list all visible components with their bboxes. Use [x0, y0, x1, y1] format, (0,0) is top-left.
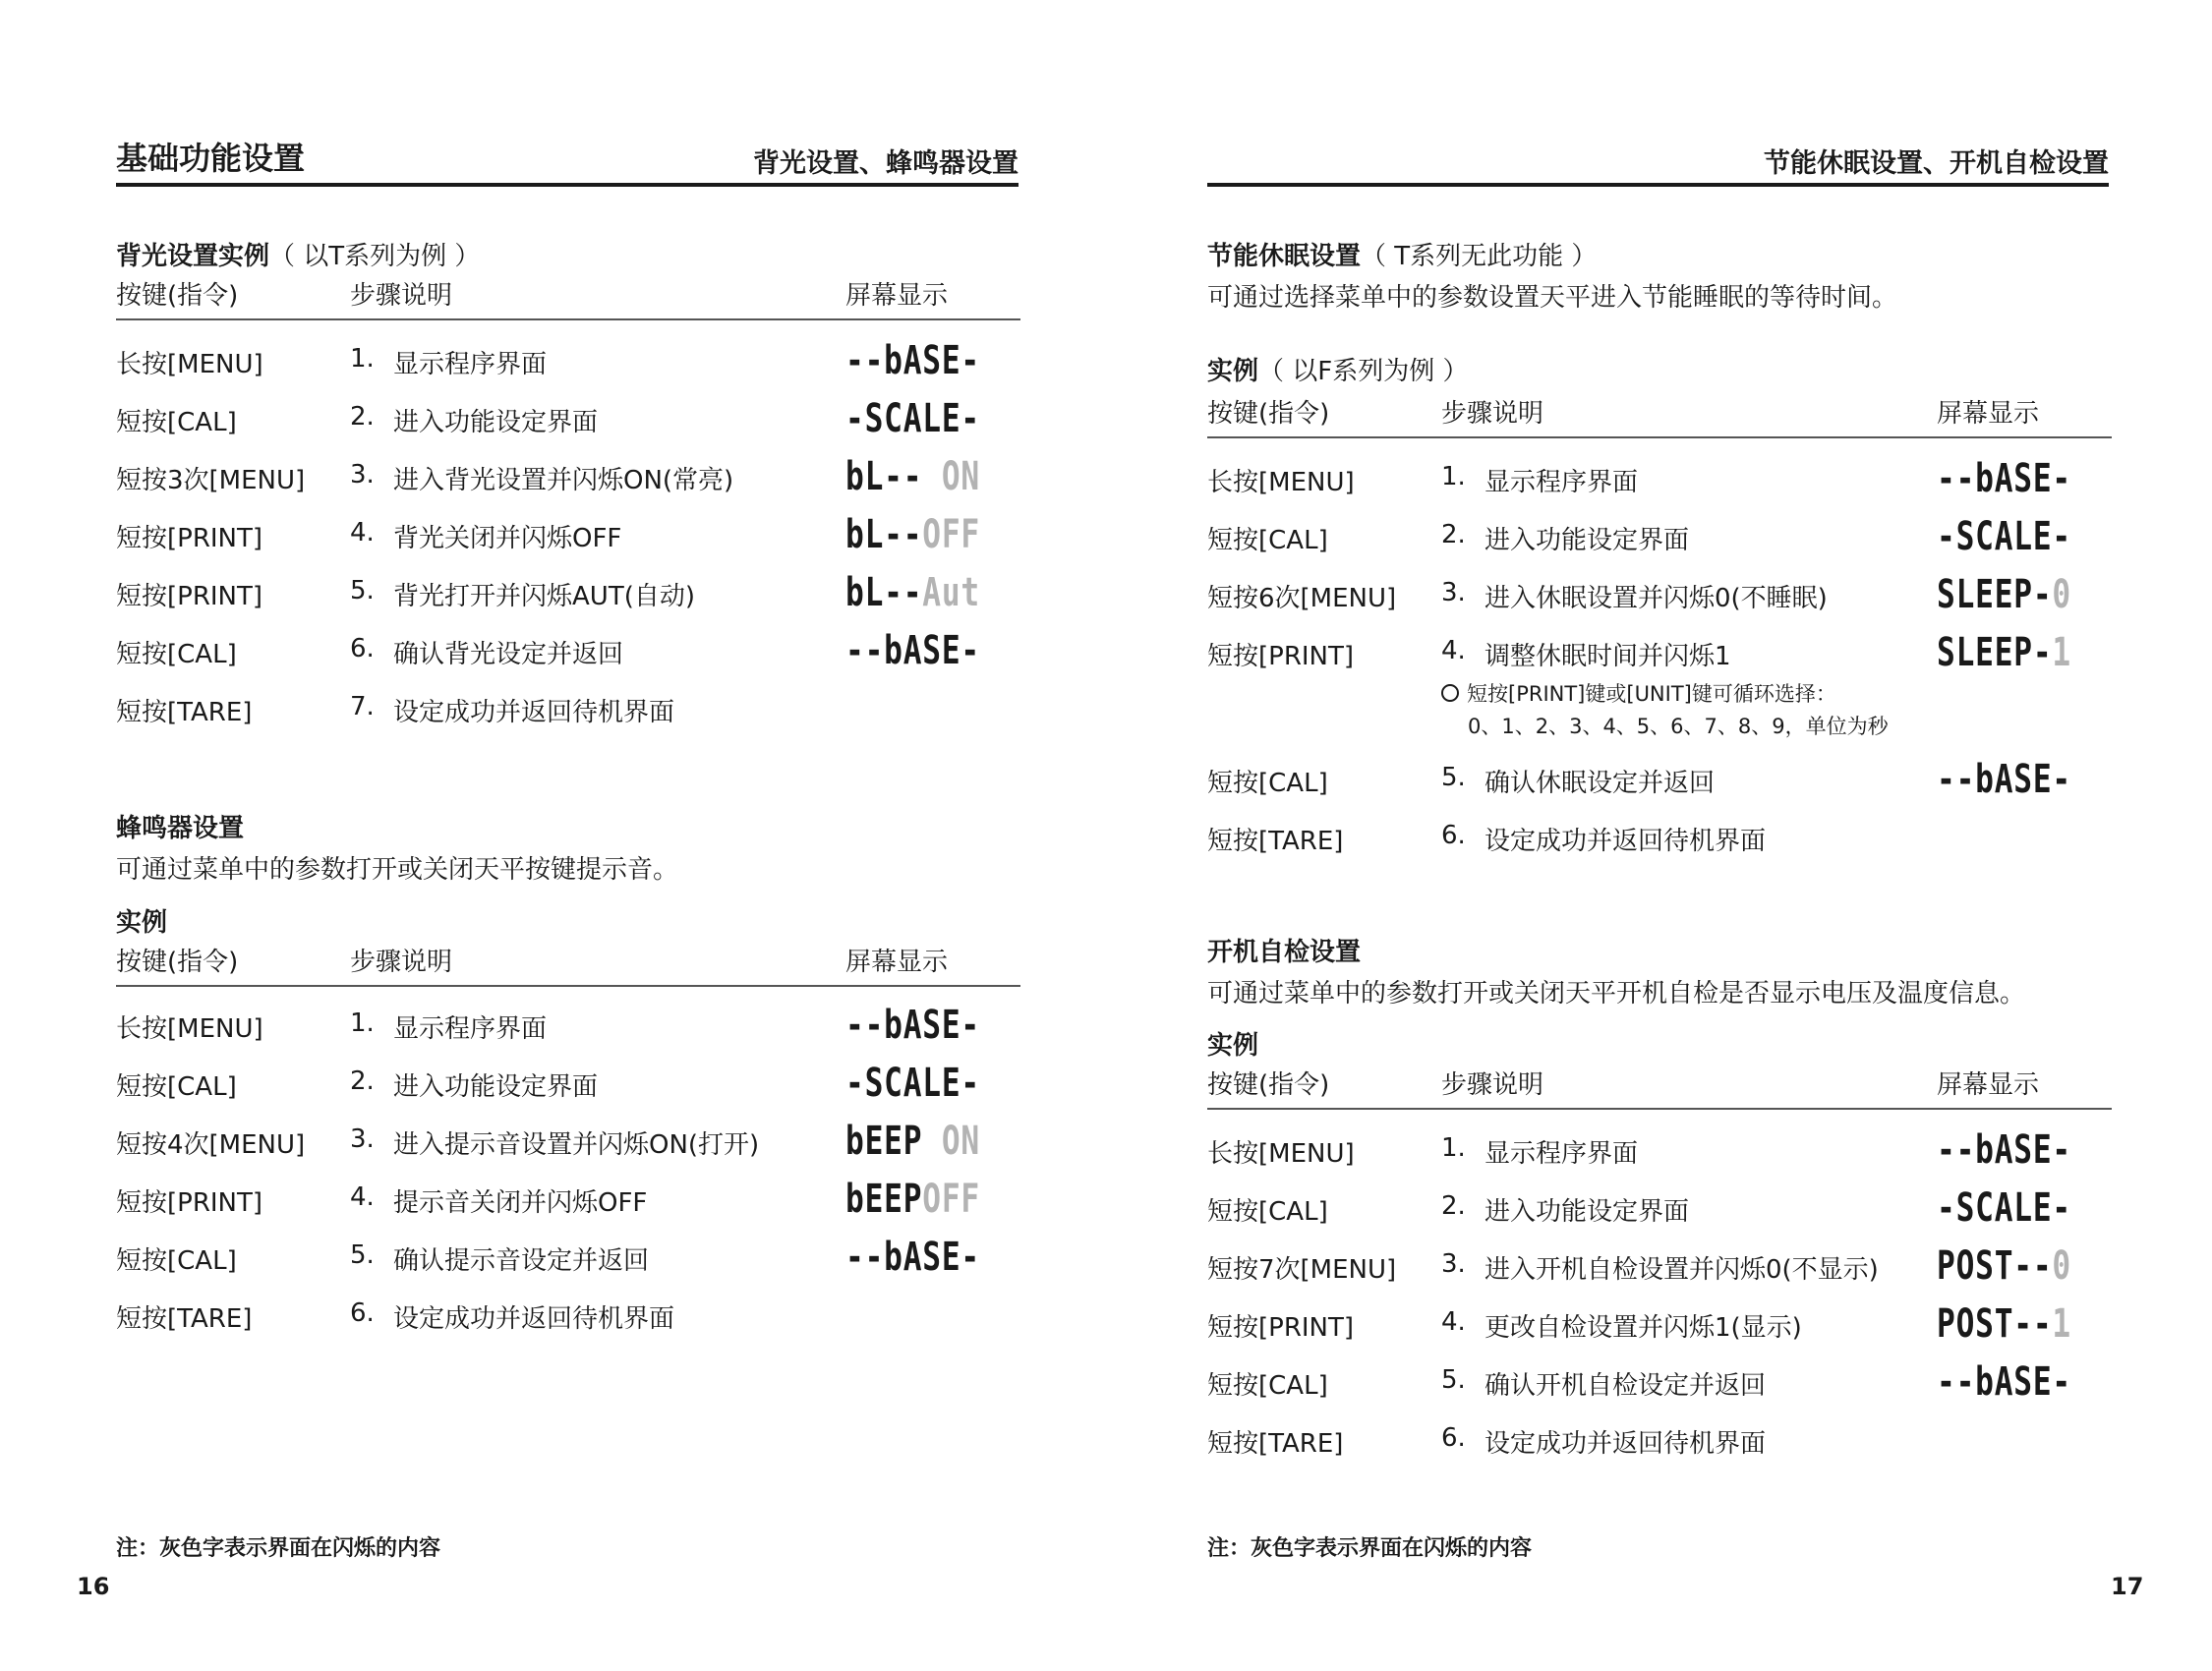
- table-row: [116, 1225, 1020, 1283]
- sleep-note-line2: 0、1、2、3、4、5、6、7、8、9，单位为秒: [1468, 715, 1889, 738]
- lcd-readout: [1937, 1301, 2071, 1347]
- table-row: [1207, 620, 2112, 678]
- step-number: 6.: [350, 634, 375, 663]
- lcd-text: --bASE-: [1937, 456, 2071, 501]
- key-command: 短按[CAL]: [116, 1072, 237, 1102]
- page-number: 16: [77, 1573, 110, 1600]
- step-description: 显示程序界面: [1484, 468, 1639, 497]
- sleep-note-line1-text: 短按[PRINT]键或[UNIT]键可循环选择：: [1467, 682, 1836, 706]
- screen-display: [1937, 572, 2110, 617]
- step-number: 5.: [350, 1240, 375, 1270]
- step-number: 2.: [350, 402, 375, 432]
- step-number: 1.: [350, 344, 375, 374]
- key-command: 长按[MENU]: [116, 350, 263, 379]
- lcd-readout: [1937, 514, 2071, 559]
- step-number: 3.: [350, 460, 375, 490]
- sleep-rows-after: [1207, 743, 2112, 863]
- lcd-text: --bASE-: [845, 1003, 980, 1048]
- lcd-text: -SCALE-: [1937, 514, 2071, 559]
- footnote: 注：灰色字表示界面在闪烁的内容: [1207, 1536, 1533, 1561]
- selftest-description: 可通过菜单中的参数打开或关闭天平开机自检是否显示电压及温度信息。: [1207, 979, 2026, 1008]
- key-command: 长按[MENU]: [1207, 468, 1355, 497]
- screen-display: [845, 512, 1019, 557]
- header-display: 屏幕显示: [845, 281, 949, 311]
- step-description: 设定成功并返回待机界面: [393, 1304, 675, 1334]
- backlight-title-paren: （ 以T系列为例 ）: [269, 242, 481, 271]
- lcd-text: POST--: [1937, 1301, 2053, 1347]
- screen-display: [1937, 630, 2110, 675]
- buzzer-example-label: 实例: [116, 908, 168, 938]
- screen-display: [1937, 456, 2110, 501]
- table-row: [116, 444, 1020, 502]
- lcd-readout: [1937, 1359, 2071, 1405]
- lcd-blinking-text: ON: [941, 1119, 980, 1164]
- step-number: 2.: [350, 1066, 375, 1096]
- step-number: 3.: [1441, 578, 1466, 607]
- step-number: 4.: [350, 518, 375, 547]
- key-command: 短按[CAL]: [116, 640, 237, 669]
- key-command: 长按[MENU]: [116, 1014, 263, 1044]
- lcd-text: --bASE-: [1937, 757, 2071, 802]
- header-step: 步骤说明: [1441, 399, 1544, 429]
- step-description: 显示程序界面: [1484, 1139, 1639, 1169]
- lcd-readout: [1937, 757, 2071, 802]
- screen-display: [845, 1119, 1019, 1164]
- sleep-title-text: 节能休眠设置: [1207, 242, 1362, 271]
- table-row: [1207, 1408, 2112, 1466]
- table-row: [1207, 1118, 2112, 1176]
- key-command: 短按[PRINT]: [116, 1188, 263, 1218]
- step-number: 4.: [350, 1182, 375, 1212]
- step-description: 进入开机自检设置并闪烁0(不显示): [1484, 1255, 1879, 1285]
- step-number: 5.: [350, 576, 375, 605]
- key-command: 短按[CAL]: [116, 408, 237, 437]
- table-header: [116, 934, 1020, 987]
- backlight-rows: [116, 320, 1020, 734]
- table-row: [1207, 562, 2112, 620]
- table-row: [1207, 504, 2112, 562]
- section-subtitle: 背光设置、蜂鸣器设置: [753, 148, 1019, 179]
- key-command: 短按[CAL]: [1207, 526, 1328, 555]
- section-subtitle: 节能休眠设置、开机自检设置: [1764, 148, 2109, 179]
- screen-display: [845, 1235, 1019, 1280]
- step-number: 4.: [1441, 636, 1466, 665]
- selftest-example-label: 实例: [1207, 1031, 1259, 1061]
- screen-display: [845, 628, 1019, 673]
- table-row: [1207, 1234, 2112, 1292]
- right-page: [1106, 0, 2212, 1671]
- lcd-readout: [845, 628, 980, 673]
- step-number: 1.: [350, 1008, 375, 1038]
- lcd-blinking-text: OFF: [922, 1177, 980, 1222]
- key-command: 短按[PRINT]: [116, 524, 263, 553]
- lcd-readout: [1937, 630, 2071, 675]
- key-command: 短按[PRINT]: [1207, 642, 1355, 671]
- lcd-text: -SCALE-: [1937, 1185, 2071, 1231]
- buzzer-table: [116, 934, 1020, 1341]
- sleep-note: [1207, 678, 2112, 743]
- step-number: 4.: [1441, 1307, 1466, 1337]
- buzzer-section-title: 蜂鸣器设置: [116, 814, 245, 843]
- step-description: 进入背光设置并闪烁ON(常亮): [393, 466, 734, 495]
- lcd-text: bL--: [845, 454, 942, 499]
- step-description: 确认休眠设定并返回: [1484, 769, 1716, 798]
- step-description: 显示程序界面: [393, 1014, 548, 1044]
- step-number: 6.: [1441, 821, 1466, 850]
- backlight-table: [116, 267, 1020, 734]
- lcd-readout: [845, 1119, 980, 1164]
- key-command: 短按[PRINT]: [116, 582, 263, 611]
- step-description: 进入提示音设置并闪烁ON(打开): [393, 1130, 760, 1160]
- lcd-text: -SCALE-: [845, 396, 980, 441]
- key-command: 短按[CAL]: [1207, 1197, 1328, 1227]
- step-description: 确认背光设定并返回: [393, 640, 624, 669]
- key-command: 短按[TARE]: [116, 1304, 253, 1334]
- screen-display: [845, 396, 1019, 441]
- table-row: [1207, 1350, 2112, 1408]
- header-key: 按键(指令): [116, 948, 239, 977]
- table-row: [116, 1167, 1020, 1225]
- step-number: 2.: [1441, 520, 1466, 549]
- sleep-rows: [1207, 438, 2112, 678]
- lcd-blinking-text: 1: [2052, 630, 2071, 675]
- lcd-readout: [845, 338, 980, 383]
- lcd-readout: [1937, 1243, 2071, 1289]
- screen-display: [845, 1003, 1019, 1048]
- table-row: [1207, 1176, 2112, 1234]
- header-display: 屏幕显示: [845, 948, 949, 977]
- step-number: 1.: [1441, 462, 1466, 491]
- selftest-table: [1207, 1057, 2112, 1466]
- lcd-text: --bASE-: [845, 1235, 980, 1280]
- backlight-title-text: 背光设置实例: [116, 242, 270, 271]
- lcd-text: --bASE-: [1937, 1359, 2071, 1405]
- lcd-text: bEEP: [845, 1119, 942, 1164]
- lcd-blinking-text: ON: [941, 454, 980, 499]
- step-number: 3.: [1441, 1249, 1466, 1279]
- chapter-title: 基础功能设置: [116, 140, 306, 177]
- lcd-readout: [1937, 572, 2071, 617]
- step-number: 3.: [350, 1124, 375, 1154]
- sleep-example-paren: （ 以F系列为例 ）: [1258, 357, 1469, 386]
- lcd-readout: [845, 512, 980, 557]
- buzzer-rows: [116, 987, 1020, 1341]
- table-row: [116, 1283, 1020, 1341]
- table-header: [116, 267, 1020, 320]
- lcd-readout: [845, 454, 980, 499]
- table-row: [116, 502, 1020, 560]
- key-command: 短按[TARE]: [1207, 1429, 1344, 1459]
- header-key: 按键(指令): [1207, 1070, 1330, 1100]
- step-description: 进入休眠设置并闪烁0(不睡眠): [1484, 584, 1828, 613]
- lcd-text: SLEEP-: [1937, 630, 2053, 675]
- key-command: 短按6次[MENU]: [1207, 584, 1397, 613]
- step-description: 进入功能设定界面: [1484, 1197, 1690, 1227]
- step-number: 5.: [1441, 1365, 1466, 1395]
- screen-display: [845, 338, 1019, 383]
- key-command: 短按4次[MENU]: [116, 1130, 306, 1160]
- step-description: 更改自检设置并闪烁1(显示): [1484, 1313, 1802, 1343]
- table-row: [1207, 1292, 2112, 1350]
- table-row: [1207, 805, 2112, 863]
- step-number: 7.: [350, 692, 375, 721]
- screen-display: [845, 570, 1019, 615]
- key-command: 短按7次[MENU]: [1207, 1255, 1397, 1285]
- sleep-example-text: 实例: [1207, 357, 1259, 386]
- screen-display: [1937, 1359, 2110, 1405]
- key-command: 短按[CAL]: [1207, 769, 1328, 798]
- screen-display: [1937, 1127, 2110, 1173]
- circle-bullet-icon: [1441, 684, 1459, 702]
- step-description: 背光关闭并闪烁OFF: [393, 524, 622, 553]
- step-description: 设定成功并返回待机界面: [1484, 827, 1767, 856]
- step-description: 确认开机自检设定并返回: [1484, 1371, 1767, 1401]
- lcd-text: bEEP: [845, 1177, 923, 1222]
- lcd-readout: [845, 1003, 980, 1048]
- step-description: 确认提示音设定并返回: [393, 1246, 650, 1276]
- lcd-text: --bASE-: [845, 628, 980, 673]
- step-description: 提示音关闭并闪烁OFF: [393, 1188, 648, 1218]
- lcd-text: SLEEP-: [1937, 572, 2053, 617]
- selftest-section-title: 开机自检设置: [1207, 938, 1362, 967]
- header-key: 按键(指令): [1207, 399, 1330, 429]
- table-row: [116, 676, 1020, 734]
- step-description: 设定成功并返回待机界面: [1484, 1429, 1767, 1459]
- key-command: 短按[TARE]: [116, 698, 253, 727]
- step-description: 显示程序界面: [393, 350, 548, 379]
- page-header: [1207, 134, 2109, 187]
- lcd-readout: [1937, 456, 2071, 501]
- lcd-text: --bASE-: [845, 338, 980, 383]
- step-number: 6.: [350, 1298, 375, 1328]
- screen-display: [1937, 1301, 2110, 1347]
- lcd-readout: [845, 570, 980, 615]
- step-description: 进入功能设定界面: [393, 408, 599, 437]
- screen-display: [845, 1177, 1019, 1222]
- screen-display: [1937, 1185, 2110, 1231]
- key-command: 短按[TARE]: [1207, 827, 1344, 856]
- footnote: 注：灰色字表示界面在闪烁的内容: [116, 1536, 441, 1561]
- lcd-text: POST--: [1937, 1243, 2053, 1289]
- screen-display: [845, 1061, 1019, 1106]
- lcd-blinking-text: 0: [2052, 572, 2071, 617]
- sleep-description: 可通过选择菜单中的参数设置天平进入节能睡眠的等待时间。: [1207, 283, 1898, 313]
- lcd-text: bL--: [845, 570, 923, 615]
- step-number: 5.: [1441, 763, 1466, 792]
- step-number: 1.: [1441, 1133, 1466, 1163]
- screen-display: [845, 454, 1019, 499]
- header-key: 按键(指令): [116, 281, 239, 311]
- step-number: 2.: [1441, 1191, 1466, 1221]
- header-step: 步骤说明: [350, 281, 453, 311]
- step-description: 进入功能设定界面: [1484, 526, 1690, 555]
- lcd-text: -SCALE-: [845, 1061, 980, 1106]
- sleep-example-label: [1207, 351, 1469, 387]
- lcd-blinking-text: 0: [2052, 1243, 2071, 1289]
- step-description: 进入功能设定界面: [393, 1072, 599, 1102]
- key-command: 短按3次[MENU]: [116, 466, 306, 495]
- screen-display: [1937, 757, 2110, 802]
- lcd-readout: [845, 1061, 980, 1106]
- lcd-blinking-text: Aut: [922, 570, 980, 615]
- key-command: 短按[CAL]: [1207, 1371, 1328, 1401]
- lcd-blinking-text: OFF: [922, 512, 980, 557]
- lcd-text: bL--: [845, 512, 923, 557]
- table-row: [116, 328, 1020, 386]
- sleep-note-line1: [1441, 678, 1836, 708]
- selftest-rows: [1207, 1110, 2112, 1466]
- lcd-readout: [1937, 1127, 2071, 1173]
- table-header: [1207, 1057, 2112, 1110]
- key-command: 长按[MENU]: [1207, 1139, 1355, 1169]
- lcd-readout: [845, 396, 980, 441]
- lcd-readout: [845, 1177, 980, 1222]
- table-row: [1207, 446, 2112, 504]
- key-command: 短按[CAL]: [116, 1246, 237, 1276]
- page-header: [116, 134, 1019, 187]
- header-step: 步骤说明: [350, 948, 453, 977]
- sleep-section-title: [1207, 236, 1597, 272]
- table-row: [1207, 747, 2112, 805]
- header-step: 步骤说明: [1441, 1070, 1544, 1100]
- page-number: 17: [2111, 1573, 2144, 1600]
- step-number: 6.: [1441, 1423, 1466, 1453]
- table-header: [1207, 385, 2112, 438]
- table-row: [116, 560, 1020, 618]
- step-description: 设定成功并返回待机界面: [393, 698, 675, 727]
- table-row: [116, 1051, 1020, 1109]
- screen-display: [1937, 514, 2110, 559]
- sleep-table: [1207, 385, 2112, 863]
- table-row: [116, 1109, 1020, 1167]
- step-description: 背光打开并闪烁AUT(自动): [393, 582, 695, 611]
- table-row: [116, 386, 1020, 444]
- buzzer-description: 可通过菜单中的参数打开或关闭天平按键提示音。: [116, 855, 679, 885]
- lcd-readout: [1937, 1185, 2071, 1231]
- lcd-text: --bASE-: [1937, 1127, 2071, 1173]
- screen-display: [1937, 1243, 2110, 1289]
- lcd-blinking-text: 1: [2052, 1301, 2071, 1347]
- lcd-readout: [845, 1235, 980, 1280]
- table-row: [116, 618, 1020, 676]
- key-command: 短按[PRINT]: [1207, 1313, 1355, 1343]
- sleep-title-paren: （ T系列无此功能 ）: [1361, 242, 1598, 271]
- table-row: [116, 993, 1020, 1051]
- header-display: 屏幕显示: [1937, 1070, 2040, 1100]
- step-description: 调整休眠时间并闪烁1: [1484, 642, 1731, 671]
- header-display: 屏幕显示: [1937, 399, 2040, 429]
